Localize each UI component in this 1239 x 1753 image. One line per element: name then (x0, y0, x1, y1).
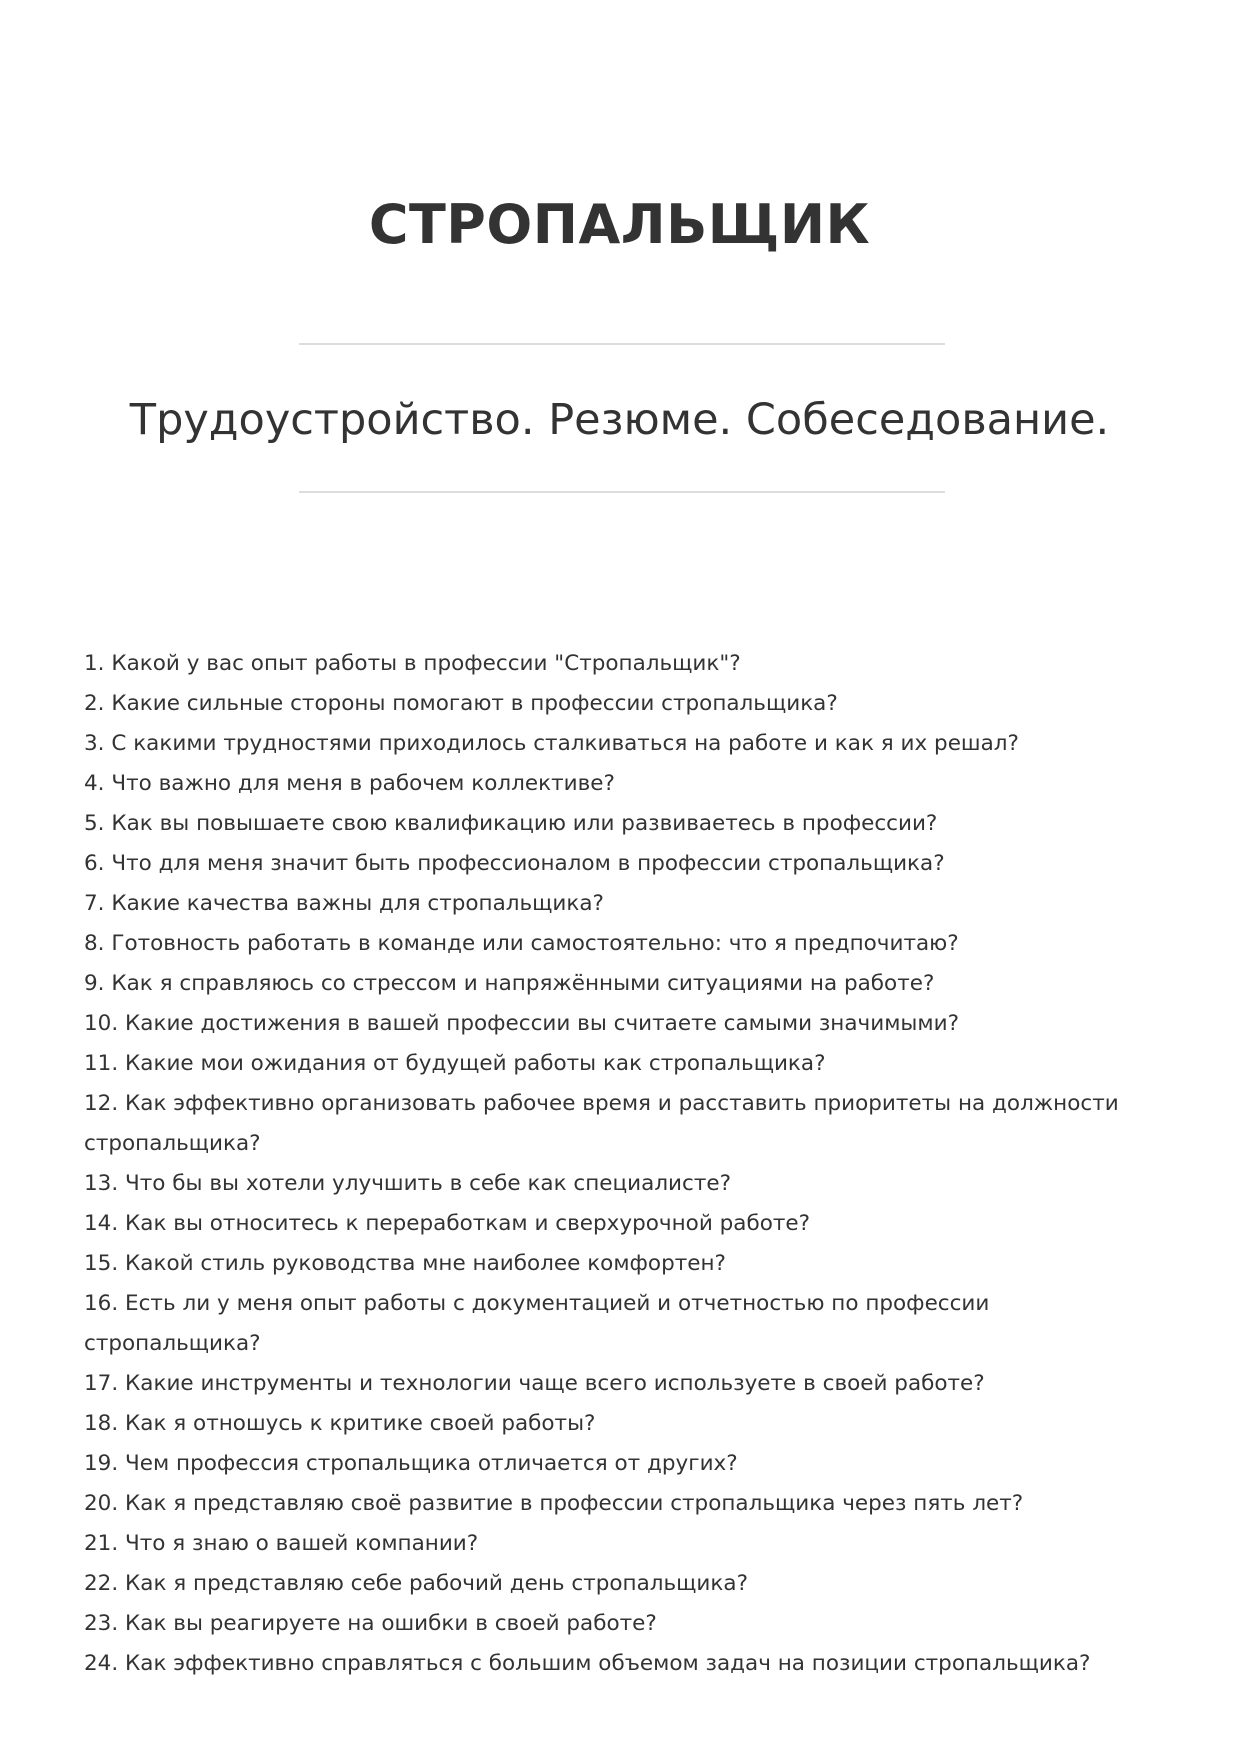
question-item: 1. Какой у вас опыт работы в профессии "Стропальщик"? (84, 651, 741, 676)
divider-top (299, 343, 945, 345)
question-item: 24. Как эффективно справляться с большим объемом задач на позиции стропальщика? (84, 1651, 1091, 1676)
question-item: 4. Что важно для меня в рабочем коллективе? (84, 771, 615, 796)
question-item: 9. Как я справляюсь со стрессом и напряжёнными ситуациями на работе? (84, 971, 935, 996)
question-item: 13. Что бы вы хотели улучшить в себе как специалисте? (84, 1171, 732, 1196)
question-item: 3. С какими трудностями приходилось сталкиваться на работе и как я их решал? (84, 731, 1019, 756)
question-item: 22. Как я представляю себе рабочий день стропальщика? (84, 1571, 748, 1596)
question-item: 2. Какие сильные стороны помогают в профессии стропальщика? (84, 691, 838, 716)
question-item: 16. Есть ли у меня опыт работы с документацией и отчетностью по профессии стропальщика? (84, 1291, 990, 1356)
question-item: 23. Как вы реагируете на ошибки в своей работе? (84, 1611, 657, 1636)
question-item: 12. Как эффективно организовать рабочее время и расставить приоритеты на должности стропальщика? (84, 1091, 1119, 1156)
question-item: 18. Как я отношусь к критике своей работы? (84, 1411, 596, 1436)
question-item: 8. Готовность работать в команде или самостоятельно: что я предпочитаю? (84, 931, 959, 956)
question-list (84, 644, 1164, 1684)
question-item: 10. Какие достижения в вашей профессии вы считаете самыми значимыми? (84, 1011, 960, 1036)
question-item: 15. Какой стиль руководства мне наиболее комфортен? (84, 1251, 726, 1276)
question-item: 17. Какие инструменты и технологии чаще всего используете в своей работе? (84, 1371, 985, 1396)
question-item: 14. Как вы относитесь к переработкам и сверхурочной работе? (84, 1211, 811, 1236)
question-item: 7. Какие качества важны для стропальщика? (84, 891, 604, 916)
page-title: СТРОПАЛЬЩИК (368, 193, 871, 256)
question-item: 11. Какие мои ожидания от будущей работы как стропальщика? (84, 1051, 826, 1076)
question-item: 19. Чем профессия стропальщика отличается от других? (84, 1451, 738, 1476)
question-item: 6. Что для меня значит быть профессионалом в профессии стропальщика? (84, 851, 945, 876)
question-item: 21. Что я знаю о вашей компании? (84, 1531, 479, 1556)
divider-bottom (299, 491, 945, 493)
page-subtitle: Трудоустройство. Резюме. Собеседование. (129, 395, 1110, 445)
question-item: 5. Как вы повышаете свою квалификацию или развиваетесь в профессии? (84, 811, 938, 836)
question-item: 20. Как я представляю своё развитие в профессии стропальщика через пять лет? (84, 1491, 1024, 1516)
